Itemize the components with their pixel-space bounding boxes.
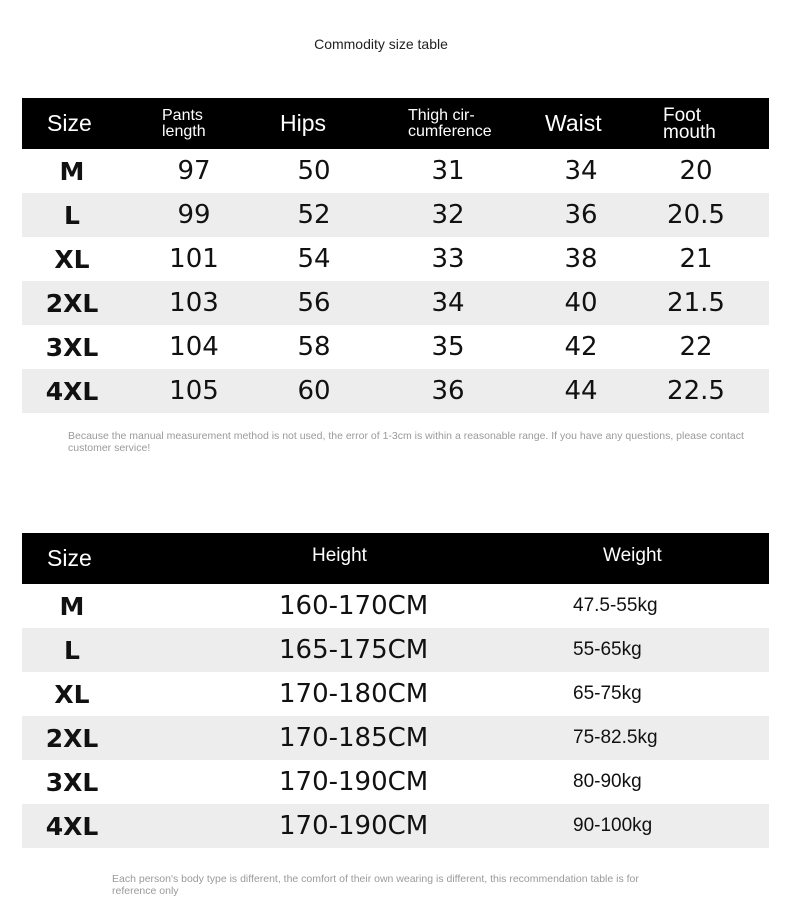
cell-pants-length: 97	[177, 156, 211, 186]
cell-foot-mouth: 20	[679, 156, 713, 186]
recommendation-table	[22, 533, 769, 848]
cell-height: 170-180CM	[279, 679, 429, 709]
cell-size: 4XL	[45, 811, 99, 841]
cell-size: M	[59, 591, 85, 621]
cell-hips: 56	[297, 288, 331, 318]
header-weight: Weight	[603, 544, 662, 566]
cell-foot-mouth: 22	[679, 332, 713, 362]
cell-size: M	[59, 156, 85, 186]
table-row	[22, 149, 769, 193]
cell-waist: 40	[564, 288, 598, 318]
cell-pants-length: 105	[169, 376, 219, 406]
cell-pants-length: 99	[177, 200, 211, 230]
table-row	[22, 804, 769, 848]
measurement-table-body	[22, 149, 769, 413]
cell-waist: 38	[564, 244, 598, 274]
table-row	[22, 281, 769, 325]
cell-thigh: 33	[431, 244, 465, 274]
cell-hips: 58	[297, 332, 331, 362]
cell-weight: 47.5-55kg	[573, 595, 658, 616]
measurement-table-header	[22, 98, 769, 149]
cell-thigh: 32	[431, 200, 465, 230]
table-row	[22, 760, 769, 804]
header-pants-length: Pants length	[162, 106, 206, 140]
cell-hips: 54	[297, 244, 331, 274]
recommendation-table-body	[22, 584, 769, 848]
header-waist: Waist	[545, 110, 602, 136]
table-row	[22, 237, 769, 281]
cell-size: L	[64, 635, 80, 665]
table-row	[22, 628, 769, 672]
cell-height: 170-185CM	[279, 723, 429, 753]
cell-weight: 75-82.5kg	[573, 727, 658, 748]
cell-pants-length: 101	[169, 244, 219, 274]
table-row	[22, 325, 769, 369]
cell-height: 170-190CM	[279, 767, 429, 797]
cell-hips: 52	[297, 200, 331, 230]
cell-size: 3XL	[45, 332, 99, 362]
cell-height: 165-175CM	[279, 635, 429, 665]
cell-weight: 65-75kg	[573, 683, 642, 704]
cell-foot-mouth: 20.5	[667, 200, 725, 230]
cell-size: 2XL	[45, 723, 99, 753]
cell-size: 4XL	[45, 376, 99, 406]
measurement-note: Because the manual measurement method is not used, the error of 1-3cm is within a reasonable range. If you have any questions, please contact customer service!	[68, 430, 744, 454]
cell-size: 3XL	[45, 767, 99, 797]
cell-weight: 80-90kg	[573, 771, 642, 792]
table-row	[22, 193, 769, 237]
cell-size: XL	[54, 679, 90, 709]
cell-size: XL	[54, 244, 90, 274]
cell-size: L	[64, 200, 80, 230]
cell-foot-mouth: 21.5	[667, 288, 725, 318]
cell-height: 170-190CM	[279, 811, 429, 841]
header-thigh-circumference: Thigh cir- cumference	[408, 106, 492, 140]
header-hips: Hips	[280, 110, 327, 136]
page-title: Commodity size table	[314, 36, 448, 52]
cell-foot-mouth: 21	[679, 244, 713, 274]
table-row	[22, 369, 769, 413]
cell-thigh: 36	[431, 376, 465, 406]
cell-weight: 55-65kg	[573, 639, 642, 660]
table-row	[22, 584, 769, 628]
cell-waist: 42	[564, 332, 598, 362]
cell-thigh: 31	[431, 156, 465, 186]
header-size: Size	[47, 545, 92, 571]
cell-hips: 50	[297, 156, 331, 186]
cell-foot-mouth: 22.5	[667, 376, 725, 406]
cell-thigh: 34	[431, 288, 465, 318]
table-row	[22, 672, 769, 716]
cell-hips: 60	[297, 376, 331, 406]
recommendation-note: Each person's body type is different, the comfort of their own wearing is different, this recommendation table is for reference only	[112, 873, 639, 897]
cell-waist: 44	[564, 376, 598, 406]
cell-size: 2XL	[45, 288, 99, 318]
header-foot-mouth: Foot mouth	[663, 104, 716, 143]
header-size: Size	[47, 110, 92, 136]
cell-pants-length: 103	[169, 288, 219, 318]
cell-pants-length: 104	[169, 332, 219, 362]
cell-height: 160-170CM	[279, 591, 429, 621]
cell-weight: 90-100kg	[573, 815, 653, 836]
header-height: Height	[312, 544, 367, 566]
cell-thigh: 35	[431, 332, 465, 362]
recommendation-table-header	[22, 533, 769, 584]
cell-waist: 34	[564, 156, 598, 186]
cell-waist: 36	[564, 200, 598, 230]
measurement-table	[22, 98, 769, 413]
table-row	[22, 716, 769, 760]
